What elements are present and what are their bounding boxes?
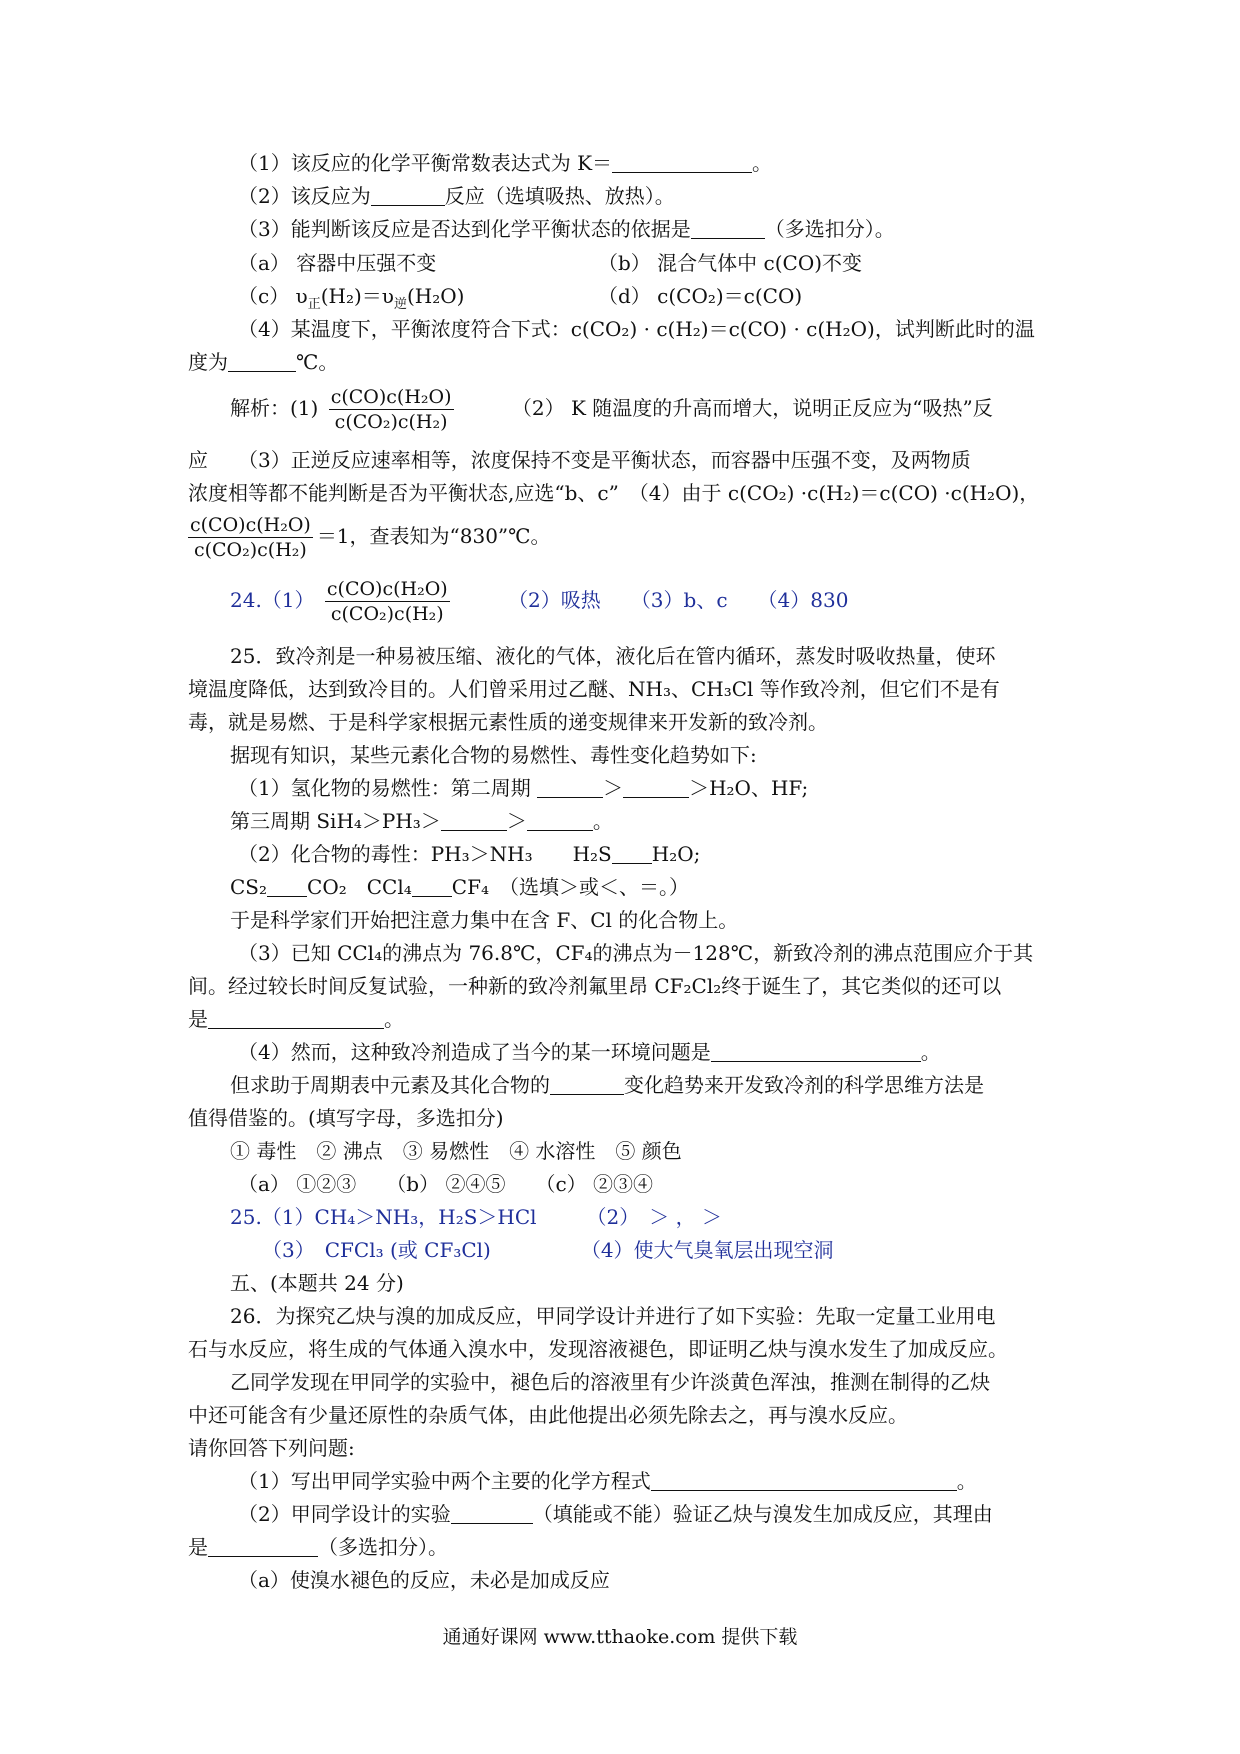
- q24-part4-line2: 度为 ℃。: [188, 350, 339, 374]
- q25-line11: 间。经过较长时间反复试验，一种新的致冷剂氟里昂 CF₂Cl₂终于诞生了，其它类似的还可以: [188, 974, 1002, 998]
- q26-line5: 请你回答下列问题:: [188, 1436, 355, 1460]
- q25-line14: 但求助于周期表中元素及其化合物的 变化趋势来开发致冷剂的科学思维方法是: [230, 1073, 984, 1097]
- q25-line15: 值得借鉴的。(填写字母，多选扣分): [188, 1106, 504, 1130]
- answer-blank: [651, 1489, 957, 1491]
- q26-line3: 乙同学发现在甲同学的实验中，褪色后的溶液里有少许淡黄色浑浊，推测在制得的乙炔: [230, 1370, 990, 1394]
- q25-line1: 25．致冷剂是一种易被压缩、液化的气体，液化后在管内循环，蒸发时吸收热量，使环: [230, 644, 996, 668]
- answer-blank: [228, 370, 296, 372]
- answer-blank: [527, 829, 593, 831]
- q24-option-a: （a） 容器中压强不变: [238, 251, 437, 275]
- q24-part1: （1）该反应的化学平衡常数表达式为 K＝ 。: [238, 151, 773, 175]
- answer-blank: [267, 895, 307, 897]
- answer-25-line2: （3） CFCl₃ (或 CF₃Cl) （4）使大气臭氧层出现空洞: [262, 1238, 834, 1262]
- q26-line4: 中还可能含有少量还原性的杂质气体，由此他提出必须先除去之，再与溴水反应。: [188, 1403, 908, 1427]
- q24-option-d: （d） c(CO₂)＝c(CO): [598, 284, 803, 308]
- answer-blank: [412, 895, 452, 897]
- equilibrium-fraction: $\frac{\text{c(CO)c(H₂O)}}{\text{c(CO₂)c(H₂)}}$: [330, 386, 452, 433]
- q25-line17: （a） ①②③ （b） ②④⑤ （c） ②③④: [238, 1172, 653, 1196]
- q25-line13: （4）然而，这种致冷剂造成了当今的某一环境问题是 。: [238, 1040, 941, 1064]
- q25-line8: CS₂ CO₂ CCl₄ CF₄ （选填＞或＜、＝。）: [230, 875, 689, 899]
- q25-line6: 第三周期 SiH₄＞PH₃＞ ＞ 。: [230, 809, 613, 833]
- answer-blank: [208, 1555, 318, 1557]
- q24-part4-line1: （4）某温度下，平衡浓度符合下式：c(CO₂) · c(H₂)＝c(CO) · c(H₂O)，试判断此时的温: [238, 317, 1035, 341]
- answer-blank: [208, 1027, 384, 1029]
- equilibrium-fraction: $\frac{\text{c(CO)c(H₂O)}}{\text{c(CO₂)c(H₂)}}$: [190, 514, 311, 561]
- answer-blank: [441, 829, 507, 831]
- analysis-line2: 应 （3）正逆反应速率相等，浓度保持不变是平衡状态，而容器中压强不变，及两物质: [188, 448, 971, 472]
- q26-line7: （2）甲同学设计的实验 （填能或不能）验证乙炔与溴发生加成反应，其理由: [238, 1502, 993, 1526]
- section-heading: 五、(本题共 24 分): [230, 1271, 404, 1295]
- answer-blank: [537, 796, 603, 798]
- q26-line2: 石与水反应，将生成的气体通入溴水中，发现溶液褪色，即证明乙炔与溴水发生了加成反应。: [188, 1337, 1008, 1361]
- answer-blank: [612, 171, 752, 173]
- analysis-line1: 解析：(1) $\frac{\text{c(CO)c(H₂O)}}{\text{c(CO₂)c(H₂)}}$ （2） K 随温度的升高而增大，说明正反应为“吸热”反: [230, 386, 993, 433]
- answer-blank: [550, 1093, 624, 1095]
- q26-line9: （a）使溴水褪色的反应，未必是加成反应: [238, 1568, 610, 1592]
- q25-line4: 据现有知识，某些元素化合物的易燃性、毒性变化趋势如下:: [230, 743, 757, 767]
- q25-line16: ① 毒性 ② 沸点 ③ 易燃性 ④ 水溶性 ⑤ 颜色: [230, 1139, 682, 1163]
- q25-line5: （1）氢化物的易燃性：第二周期 ＞ ＞H₂O、HF;: [238, 776, 809, 800]
- q25-line12: 是 。: [188, 1007, 404, 1031]
- equilibrium-fraction: $\frac{\text{c(CO)c(H₂O)}}{\text{c(CO₂)c(H₂)}}$: [326, 578, 448, 625]
- answer-blank: [623, 796, 689, 798]
- q24-option-b: （b） 混合气体中 c(CO)不变: [598, 251, 863, 275]
- q26-line8: 是 （多选扣分）。: [188, 1535, 448, 1559]
- q24-option-c: （c） $\upsilon_正(H_2)=\upsilon_逆(H_2O)$: [238, 284, 465, 312]
- q26-line1: 26．为探究乙炔与溴的加成反应，甲同学设计并进行了如下实验：先取一定量工业用电: [230, 1304, 996, 1328]
- answer-blank: [691, 237, 765, 239]
- q25-line2: 境温度降低，达到致冷目的。人们曾采用过乙醚、NH₃、CH₃Cl 等作致冷剂，但它们不是有: [188, 677, 1000, 701]
- answer-blank: [371, 204, 445, 206]
- analysis-line4: $\frac{\text{c(CO)c(H₂O)}}{\text{c(CO₂)c(H₂)}}$ ＝1，查表知为“830”℃。: [190, 514, 551, 561]
- q26-line6: （1）写出甲同学实验中两个主要的化学方程式 。: [238, 1469, 977, 1493]
- q25-line7: （2）化合物的毒性：PH₃＞NH₃ H₂S H₂O;: [238, 842, 701, 866]
- q25-line9: 于是科学家们开始把注意力集中在含 F、Cl 的化合物上。: [230, 908, 739, 932]
- answer-25-line1: 25.（1）CH₄＞NH₃，H₂S＞HCl （2） ＞ ， ＞: [230, 1205, 722, 1229]
- answer-blank: [612, 862, 652, 864]
- page-footer: 通通好课网 www.tthaoke.com 提供下载: [442, 1626, 798, 1648]
- answer-blank: [451, 1522, 533, 1524]
- q24-part2: （2）该反应为 反应（选填吸热、放热）。: [238, 184, 675, 208]
- answer-24: 24.（1） $\frac{\text{c(CO)c(H₂O)}}{\text{c(CO₂)c(H₂)}}$ （2）吸热 （3）b、c （4）830: [230, 578, 849, 625]
- q24-part3: （3）能判断该反应是否达到化学平衡状态的依据是 （多选扣分）。: [238, 217, 895, 241]
- q25-line3: 毒，就是易燃、于是科学家根据元素性质的递变规律来开发新的致冷剂。: [188, 710, 828, 734]
- answer-blank: [711, 1060, 921, 1062]
- q25-line10: （3）已知 CCl₄的沸点为 76.8℃，CF₄的沸点为－128℃，新致冷剂的沸点范围应介于其: [238, 941, 1034, 965]
- analysis-line3: 浓度相等都不能判断是否为平衡状态,应选“b、c” （4）由于 c(CO₂) ·c(H₂)＝c(CO) ·c(H₂O)，: [188, 481, 1040, 505]
